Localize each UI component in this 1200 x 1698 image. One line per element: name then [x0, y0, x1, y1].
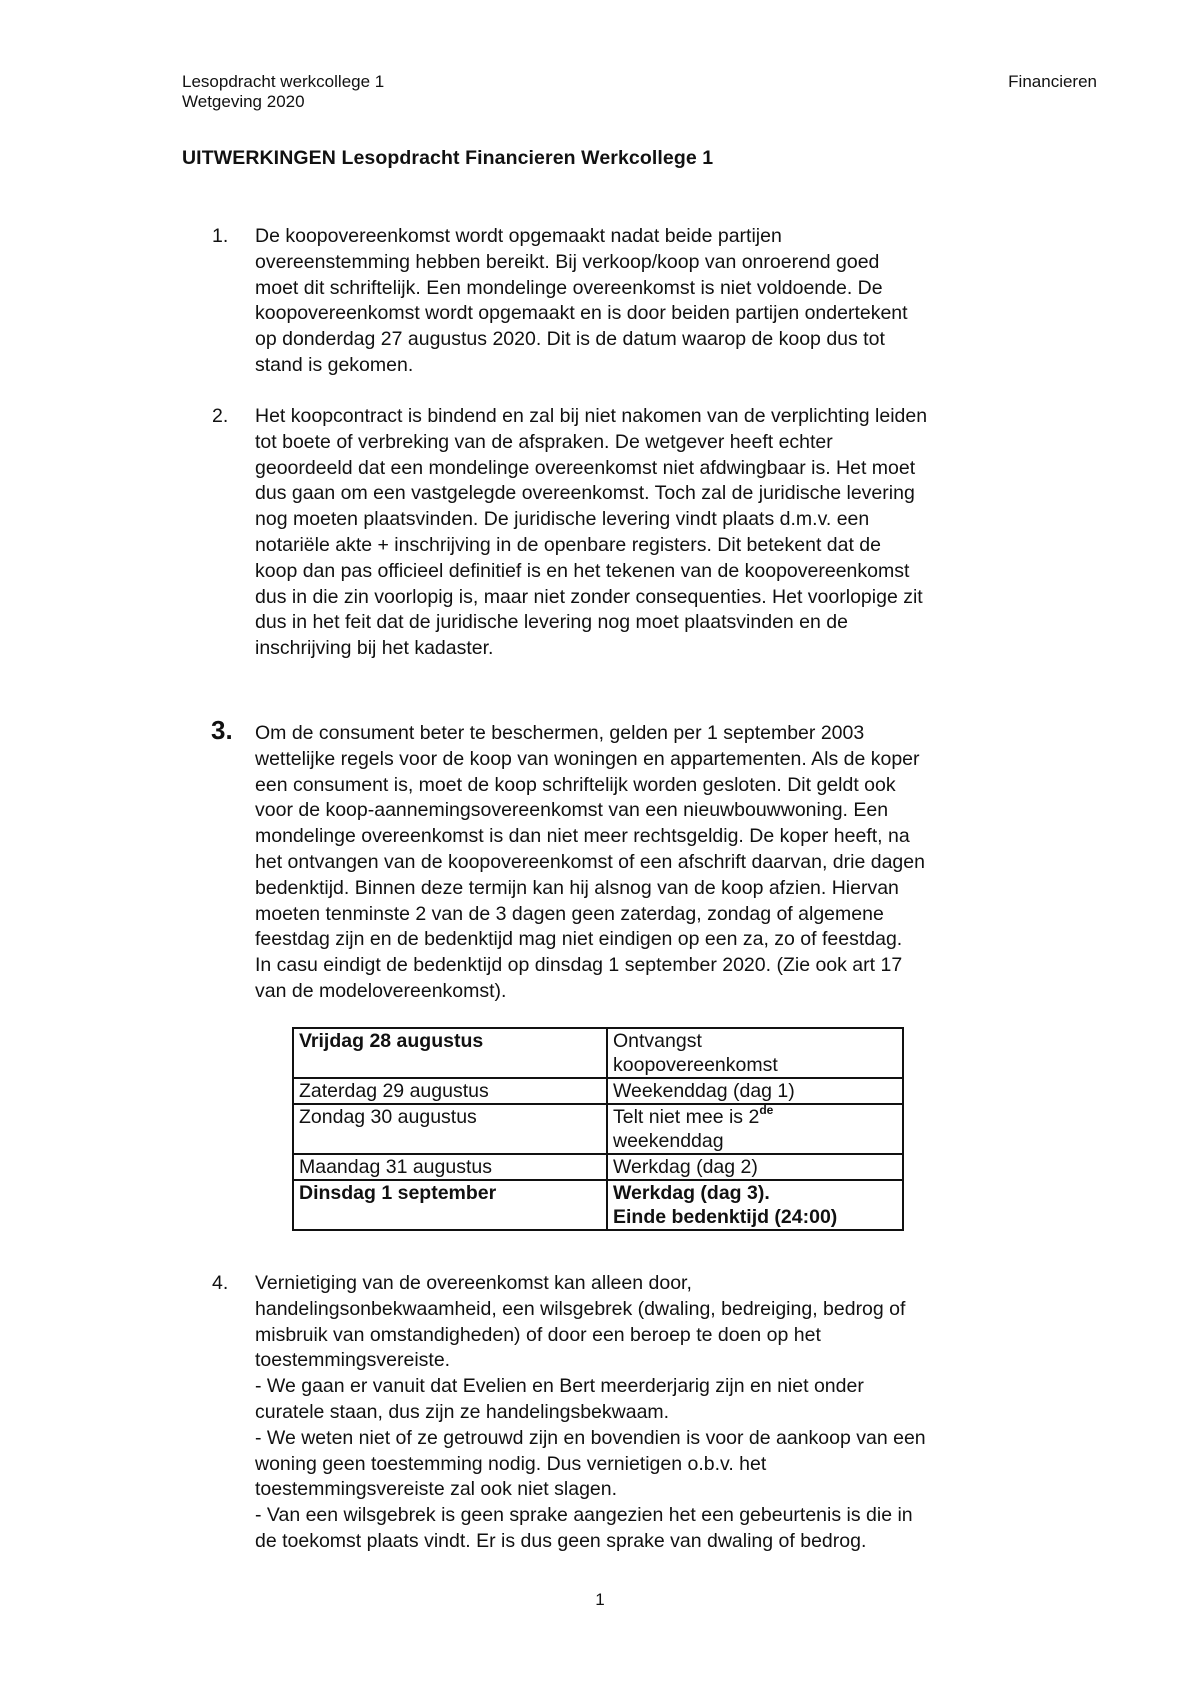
text-line: inschrijving bij het kadaster.	[255, 637, 494, 660]
ordinal-suffix: de	[759, 1103, 774, 1117]
table-cell-desc	[607, 1028, 903, 1078]
header-subject: Financieren	[1008, 72, 1097, 91]
text-line: geoordeeld dat een mondelinge overeenkomst niet afdwingbaar is. Het moet	[255, 456, 916, 479]
page-header-left	[182, 72, 384, 112]
table-cell-day: Zaterdag 29 augustus	[293, 1078, 607, 1104]
table-cell-day: Dinsdag 1 september	[293, 1180, 607, 1230]
text-line: van de modelovereenkomst).	[255, 979, 507, 1002]
table-cell-desc	[607, 1180, 903, 1230]
header-doc-title: Lesopdracht werkcollege 1	[182, 72, 385, 91]
text-line: - We gaan er vanuit dat Evelien en Bert meerderjarig zijn en niet onder	[255, 1375, 864, 1398]
bedenktijd-table	[292, 1027, 904, 1231]
text-line: woning geen toestemming nodig. Dus vernietigen o.b.v. het	[255, 1452, 767, 1475]
text-line: bedenktijd. Binnen deze termijn kan hij alsnog van de koop afzien. Hiervan	[255, 876, 899, 899]
desc-text: Telt niet mee is 2	[613, 1106, 760, 1128]
text-line: tot boete of verbreking van de afspraken. De wetgever heeft echter	[255, 430, 833, 453]
text-line: koop dan pas officieel definitief is en het tekenen van de koopovereenkomst	[255, 559, 910, 582]
text-line: feestdag zijn en de bedenktijd mag niet eindigen op een za, zo of feestdag.	[255, 928, 903, 951]
answer-item-2	[212, 404, 1038, 662]
text-line: op donderdag 27 augustus 2020. Dit is de datum waarop de koop dus tot	[255, 328, 885, 351]
table-cell-desc: Werkdag (dag 2)	[607, 1154, 903, 1180]
answer-item-3	[211, 715, 1038, 1005]
table-row	[293, 1104, 903, 1154]
text-line: de toekomst plaats vindt. Er is dus geen sprake van dwaling of bedrog.	[255, 1529, 867, 1552]
item-number: 2.	[212, 405, 229, 427]
text-line: koopovereenkomst wordt opgemaakt en is door beiden partijen ondertekent	[255, 302, 908, 325]
text-line: moeten tenminste 2 van de 3 dagen geen zaterdag, zondag of algemene	[255, 902, 884, 925]
text-line: - We weten niet of ze getrouwd zijn en bovendien is voor de aankoop van een	[255, 1426, 926, 1449]
text-line: toestemmingsvereiste zal ook niet slagen.	[255, 1478, 618, 1501]
text-line: Het koopcontract is bindend en zal bij niet nakomen van de verplichting leiden	[255, 405, 928, 427]
desc-line	[613, 1105, 897, 1129]
text-line: notariële akte + inschrijving in de openbare registers. Dit betekent dat de	[255, 533, 881, 556]
item-body	[255, 224, 1038, 379]
desc-line: Werkdag (dag 3).	[613, 1182, 770, 1204]
item-body	[255, 404, 1038, 662]
item-body	[255, 1271, 1038, 1555]
header-subtitle: Wetgeving 2020	[182, 92, 305, 111]
text-line: voor de koop-aannemingsovereenkomst van een nieuwbouwwoning. Een	[255, 799, 889, 822]
table-row	[293, 1154, 903, 1180]
desc-line: koopovereenkomst	[613, 1054, 778, 1076]
table-cell-desc	[607, 1104, 903, 1154]
text-line: - Van een wilsgebrek is geen sprake aangezien het een gebeurtenis is die in	[255, 1504, 913, 1527]
text-line: mondelinge overeenkomst is dan niet meer rechtsgeldig. De koper heeft, na	[255, 825, 910, 848]
table-row	[293, 1028, 903, 1078]
page-number: 1	[595, 1590, 605, 1609]
text-line: overeenstemming hebben bereikt. Bij verkoop/koop van onroerend goed	[255, 250, 880, 273]
table-cell-day: Zondag 30 augustus	[293, 1104, 607, 1154]
text-line: In casu eindigt de bedenktijd op dinsdag 1 september 2020. (Zie ook art 17	[255, 954, 903, 977]
text-line: curatele staan, dus zijn ze handelingsbekwaam.	[255, 1400, 670, 1423]
text-line: moet dit schriftelijk. Een mondelinge overeenkomst is niet voldoende. De	[255, 276, 883, 299]
text-line: wettelijke regels voor de koop van woningen en appartementen. Als de koper	[255, 747, 920, 770]
desc-line: weekenddag	[613, 1130, 724, 1152]
text-line: stand is gekomen.	[255, 353, 414, 376]
table-cell-day: Maandag 31 augustus	[293, 1154, 607, 1180]
text-line: dus in het feit dat de juridische levering nog moet plaatsvinden en de	[255, 611, 848, 634]
text-line: dus gaan om een vastgelegde overeenkomst. Toch zal de juridische levering	[255, 482, 915, 505]
table-row	[293, 1180, 903, 1230]
text-line: handelingsonbekwaamheid, een wilsgebrek (dwaling, bedreiging, bedrog of	[255, 1297, 906, 1320]
text-line: Vernietiging van de overeenkomst kan alleen door,	[255, 1272, 692, 1294]
document-title: UITWERKINGEN Lesopdracht Financieren Werkcollege 1	[182, 147, 714, 169]
text-line: het ontvangen van de koopovereenkomst of een afschrift daarvan, drie dagen	[255, 850, 925, 873]
item-number: 1.	[212, 225, 229, 247]
desc-line: Einde bedenktijd (24:00)	[613, 1206, 838, 1228]
table-cell-day: Vrijdag 28 augustus	[293, 1028, 607, 1078]
text-line: dus in die zin voorlopig is, maar niet zonder consequenties. Het voorlopige zit	[255, 585, 923, 608]
item-number: 3.	[211, 715, 233, 745]
answer-item-1	[212, 224, 1038, 379]
desc-line: Ontvangst	[613, 1030, 702, 1052]
table-row	[293, 1078, 903, 1104]
text-line: De koopovereenkomst wordt opgemaakt nadat beide partijen	[255, 225, 782, 247]
answer-item-4	[212, 1271, 1038, 1555]
table-cell-desc: Weekenddag (dag 1)	[607, 1078, 903, 1104]
text-line: misbruik van omstandigheden) of door een beroep te doen op het	[255, 1323, 821, 1346]
text-line: een consument is, moet de koop schriftelijk worden gesloten. Dit geldt ook	[255, 773, 896, 796]
text-line: toestemmingsvereiste.	[255, 1349, 451, 1372]
text-line: nog moeten plaatsvinden. De juridische levering vindt plaats d.m.v. een	[255, 508, 870, 531]
item-number: 4.	[212, 1272, 229, 1294]
text-line: Om de consument beter te beschermen, gelden per 1 september 2003	[255, 722, 865, 744]
item-body	[255, 721, 1038, 1005]
